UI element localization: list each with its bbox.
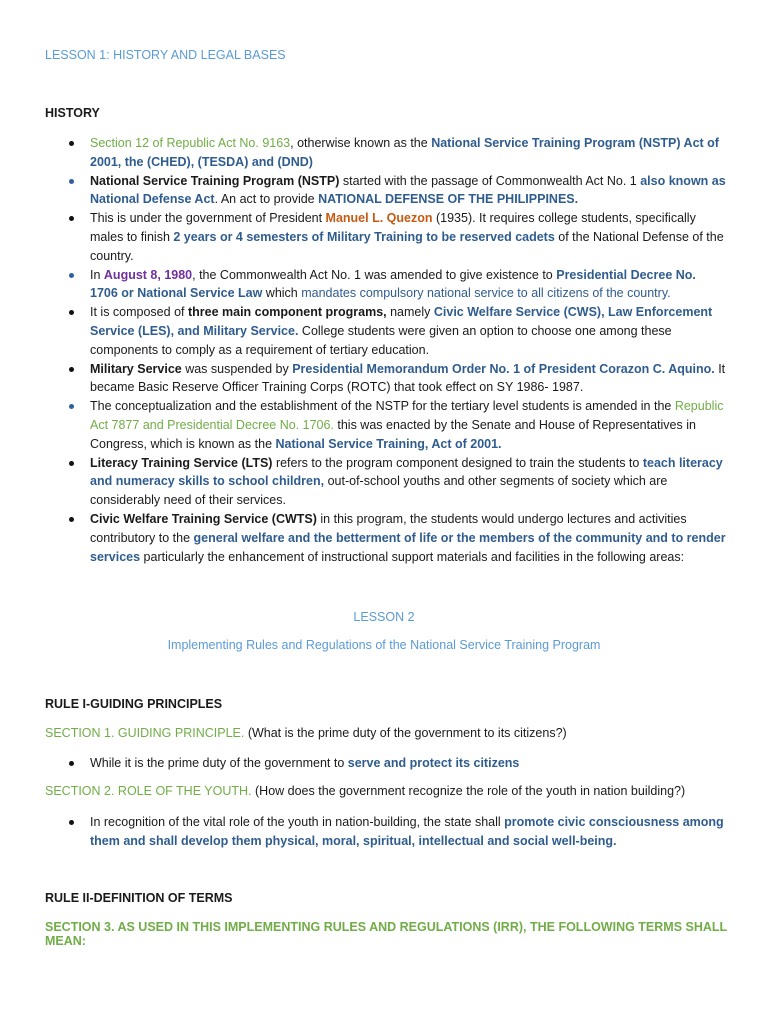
- text-run: general welfare and the betterment of life or the members of the community and to render services: [90, 530, 726, 564]
- text-run: this was enacted by the Senate and House of Representatives in Congress, which is known as the: [90, 417, 696, 451]
- text-run: , otherwise known as the: [290, 136, 432, 150]
- text-run: out-of-school youths and other segments of society which are considerably need of their services.: [90, 474, 668, 508]
- text-run: In recognition of the vital role of the youth in nation-building, the state shall: [90, 815, 505, 829]
- text-run: refers to the program component designed to train the students to: [272, 455, 643, 470]
- text-run: teach literacy and numeracy skills to school children,: [90, 455, 723, 489]
- text-run: It became Basic Reserve Officer Training Corps (ROTC) that took effect on SY 1986- 1987.: [90, 361, 726, 395]
- text-run: started with the passage of Commonwealth Act No. 1: [339, 173, 641, 188]
- text-run: in this program, the students would undergo lectures and activities contributory to the: [90, 511, 687, 545]
- text-run: This is under the government of President: [90, 211, 326, 226]
- history-list-item: [90, 397, 726, 453]
- section2-list: [90, 813, 726, 851]
- section1-label: SECTION 1. GUIDING PRINCIPLE.: [45, 726, 245, 740]
- history-list-item: [90, 303, 726, 359]
- history-list: [90, 134, 726, 566]
- text-run: of the National Defense of the country.: [90, 229, 724, 263]
- lesson2-title: LESSON 2: [353, 610, 415, 624]
- text-run: Republic Act 7877 and Presidential Decree No. 1706.: [90, 399, 724, 432]
- text-run: Civic Welfare Service (CWS), Law Enforcement Service (LES), and Military Service.: [90, 305, 713, 338]
- text-run: three main component programs,: [187, 305, 387, 320]
- text-run: Presidential Memorandum Order No. 1 of President Corazon C. Aquino.: [292, 361, 715, 376]
- history-list-item: [90, 454, 726, 510]
- history-list-item: [90, 172, 726, 210]
- text-run: Civic Welfare Training Service (CWTS): [90, 511, 317, 526]
- text-run: Literacy Training Service (LTS): [90, 455, 273, 470]
- text-run: National Service Training, Act of 2001.: [275, 436, 502, 451]
- text-run: Section 12 of Republic Act No. 9163: [90, 136, 291, 150]
- text-run: Military Service: [90, 361, 182, 376]
- text-run: The conceptualization and the establishment of the NSTP for the tertiary level students is amended in the: [90, 399, 675, 414]
- text-run: National Service Training Program (NSTP) Act of 2001, the (CHED), (TESDA) and (DND): [90, 136, 719, 169]
- text-run: was suspended by: [181, 361, 293, 376]
- text-run: also known as National Defense Act: [90, 173, 726, 207]
- text-run: , the Commonwealth Act No. 1 was amended to give existence to: [192, 267, 557, 282]
- text-run: In: [90, 267, 104, 282]
- history-list-item: [90, 134, 726, 172]
- section1-bullet: [90, 754, 726, 773]
- section2-bullet: [90, 813, 726, 851]
- text-run: Manuel L. Quezon: [325, 211, 433, 226]
- text-run: National Service Training Program (NSTP): [90, 173, 340, 188]
- rule1-heading: RULE I-GUIDING PRINCIPLES: [45, 697, 223, 711]
- section2-question: (How does the government recognize the role of the youth in nation building?): [251, 784, 686, 798]
- text-run: promote civic consciousness among them and shall develop them physical, moral, spiritual, intellectual and social well-being.: [90, 815, 724, 848]
- text-run: particularly the enhancement of instructional support materials and facilities in the following areas:: [140, 549, 685, 564]
- section1-list: [90, 754, 726, 773]
- text-run: serve and protect its citizens: [347, 756, 520, 770]
- text-run: mandates compulsory national service to all citizens of the country.: [301, 286, 671, 301]
- text-run: 2 years or 4 semesters of Military Training to be reserved cadets: [173, 229, 555, 244]
- text-run: August 8, 1980: [103, 267, 193, 282]
- history-heading: HISTORY: [45, 106, 100, 120]
- text-run: College students were given an option to choose one among these components to comply as a requirement of tertiary education.: [90, 323, 672, 357]
- history-list-item: [90, 209, 726, 265]
- history-list-item: [90, 510, 726, 566]
- text-run: which: [262, 286, 302, 301]
- text-run: . An act to provide: [214, 192, 319, 207]
- section2-line: [45, 784, 685, 798]
- text-run: It is composed of: [90, 305, 188, 320]
- section2-label: SECTION 2. ROLE OF THE YOUTH.: [45, 784, 252, 798]
- text-run: namely: [386, 305, 434, 320]
- text-run: NATIONAL DEFENSE OF THE PHILIPPINES.: [318, 192, 579, 207]
- text-run: While it is the prime duty of the government to: [90, 756, 348, 770]
- section1-question: (What is the prime duty of the government to its citizens?): [244, 726, 567, 740]
- section1-line: [45, 726, 567, 740]
- text-run: Presidential Decree No. 1706 or National Service Law: [90, 267, 696, 301]
- history-list-item: [90, 266, 726, 304]
- history-list-item: [90, 360, 726, 398]
- rule2-heading: RULE II-DEFINITION OF TERMS: [45, 891, 233, 905]
- text-run: (1935). It requires college students, specifically males to finish: [90, 211, 696, 244]
- lesson1-title: LESSON 1: HISTORY AND LEGAL BASES: [45, 48, 286, 62]
- section3-label: SECTION 3. AS USED IN THIS IMPLEMENTING RULES AND REGULATIONS (IRR), THE FOLLOWING TERMS SHALL MEAN:: [45, 920, 727, 948]
- lesson2-subtitle: Implementing Rules and Regulations of the National Service Training Program: [167, 638, 601, 652]
